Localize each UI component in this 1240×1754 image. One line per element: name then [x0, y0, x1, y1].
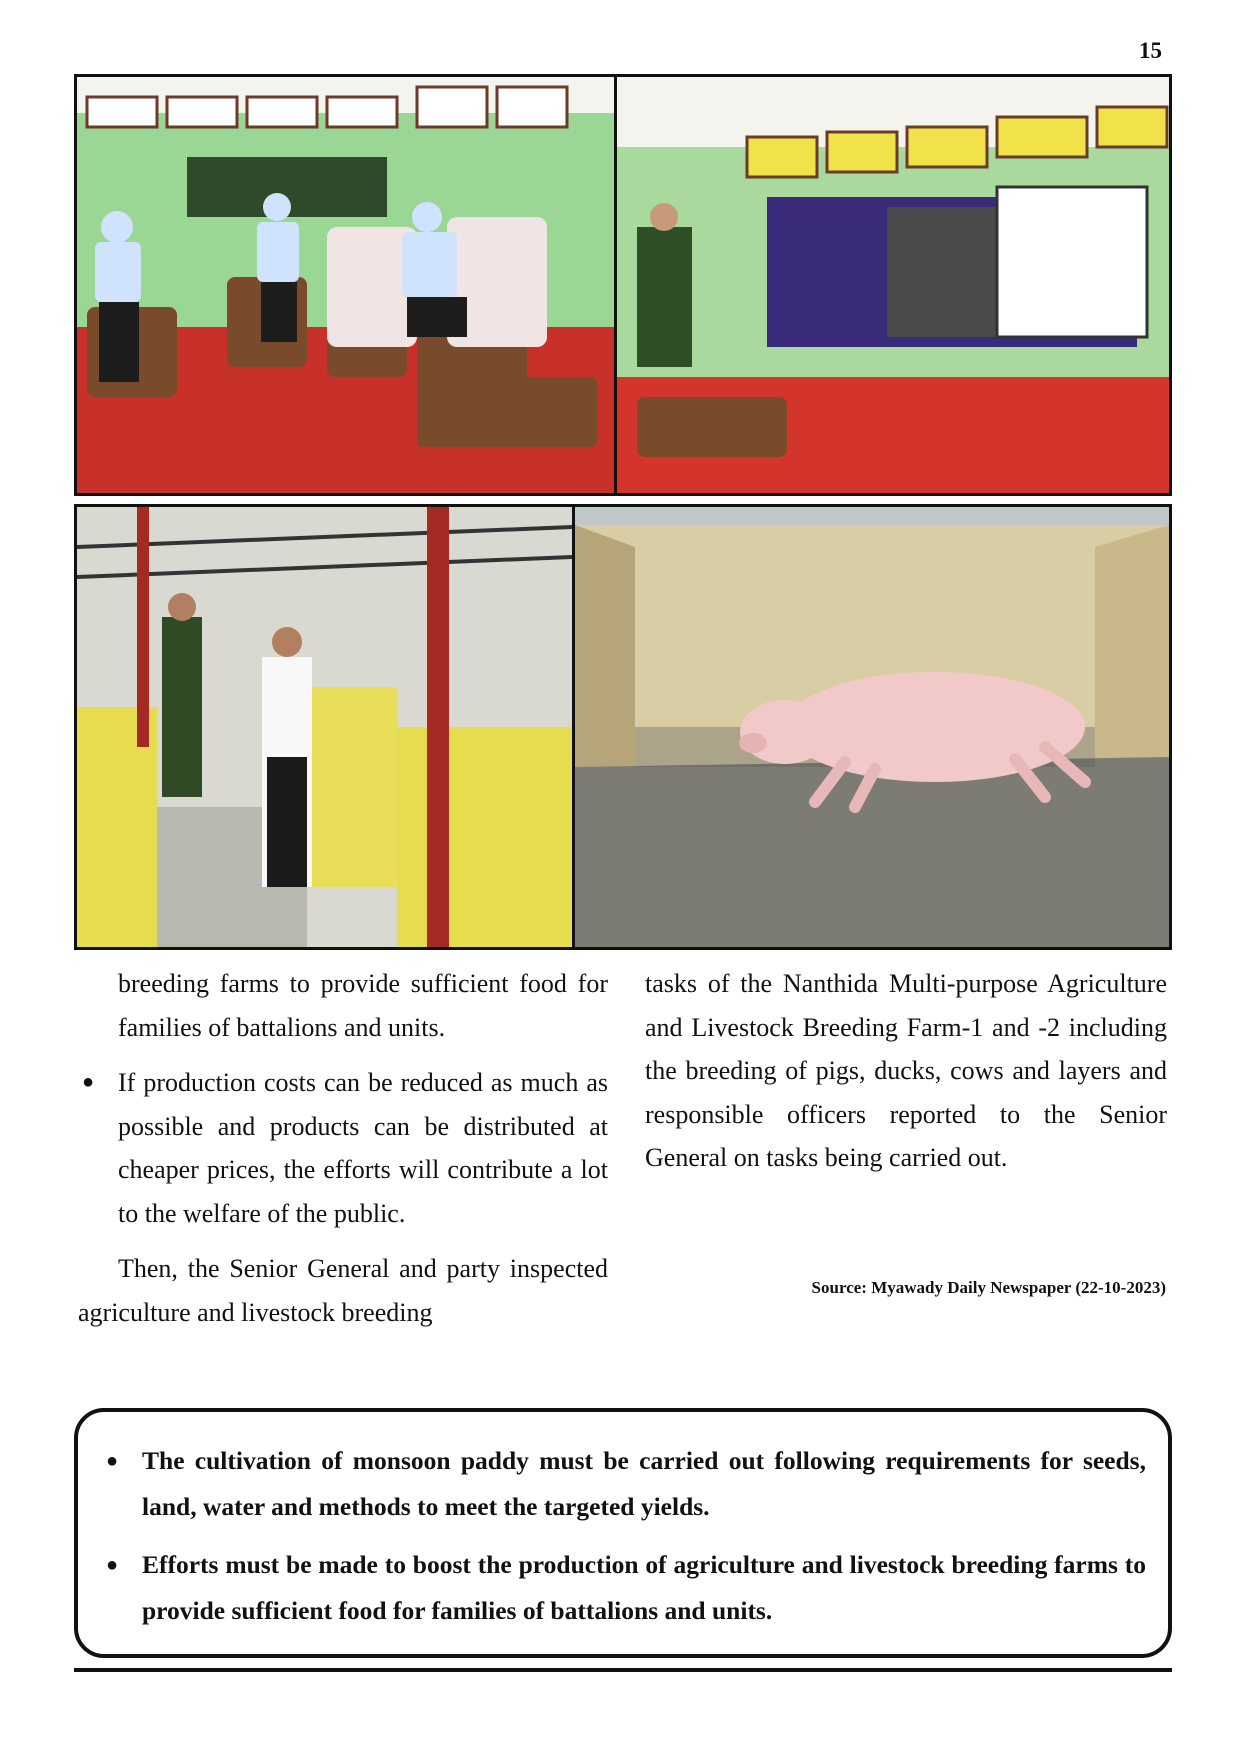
body-paragraph-right: tasks of the Nanthida Multi-purpose Agriculture and Livestock Breeding Farm-1 and -2 including the breeding of pigs, ducks, cows and layers and responsible officers reported to the Senior General on tasks being carried out. — [645, 969, 1167, 1172]
photo-row-bottom — [74, 504, 1172, 950]
bullet-icon: ● — [82, 1071, 95, 1093]
key-point — [102, 1438, 1146, 1530]
bullet-text: If production costs can be reduced as much as possible and products can be distributed at cheaper prices, the efforts will contribute a lot to the welfare of the public. — [118, 1068, 608, 1228]
photo-meeting-audience — [77, 77, 614, 493]
continued-paragraph: breeding farms to provide sufficient food for families of battalions and units. — [118, 969, 608, 1042]
footer-rule — [74, 1668, 1172, 1672]
key-point-text: Efforts must be made to boost the production of agriculture and livestock breeding farms to provide sufficient food for families of battalions and units. — [142, 1550, 1146, 1625]
source-credit: Source: Myawady Daily Newspaper (22-10-2023) — [811, 1278, 1166, 1297]
key-points-box — [74, 1408, 1172, 1658]
right-column — [645, 962, 1167, 1180]
key-point-text: The cultivation of monsoon paddy must be carried out following requirements for seeds, land, water and methods to meet the targeted yields. — [142, 1446, 1146, 1521]
key-point — [102, 1542, 1146, 1634]
photo-row-top — [74, 74, 1172, 496]
bullet-item — [78, 1061, 608, 1235]
bullet-icon: ● — [106, 1554, 119, 1576]
left-column — [78, 962, 608, 1334]
bullet-icon: ● — [106, 1450, 119, 1472]
photo-briefing-presentation — [617, 77, 1169, 493]
photo-pig-in-pen — [575, 507, 1169, 947]
body-paragraph: Then, the Senior General and party inspected agriculture and livestock breeding — [78, 1254, 608, 1327]
page-number: 15 — [1139, 38, 1162, 63]
photo-livestock-pens — [77, 507, 572, 947]
